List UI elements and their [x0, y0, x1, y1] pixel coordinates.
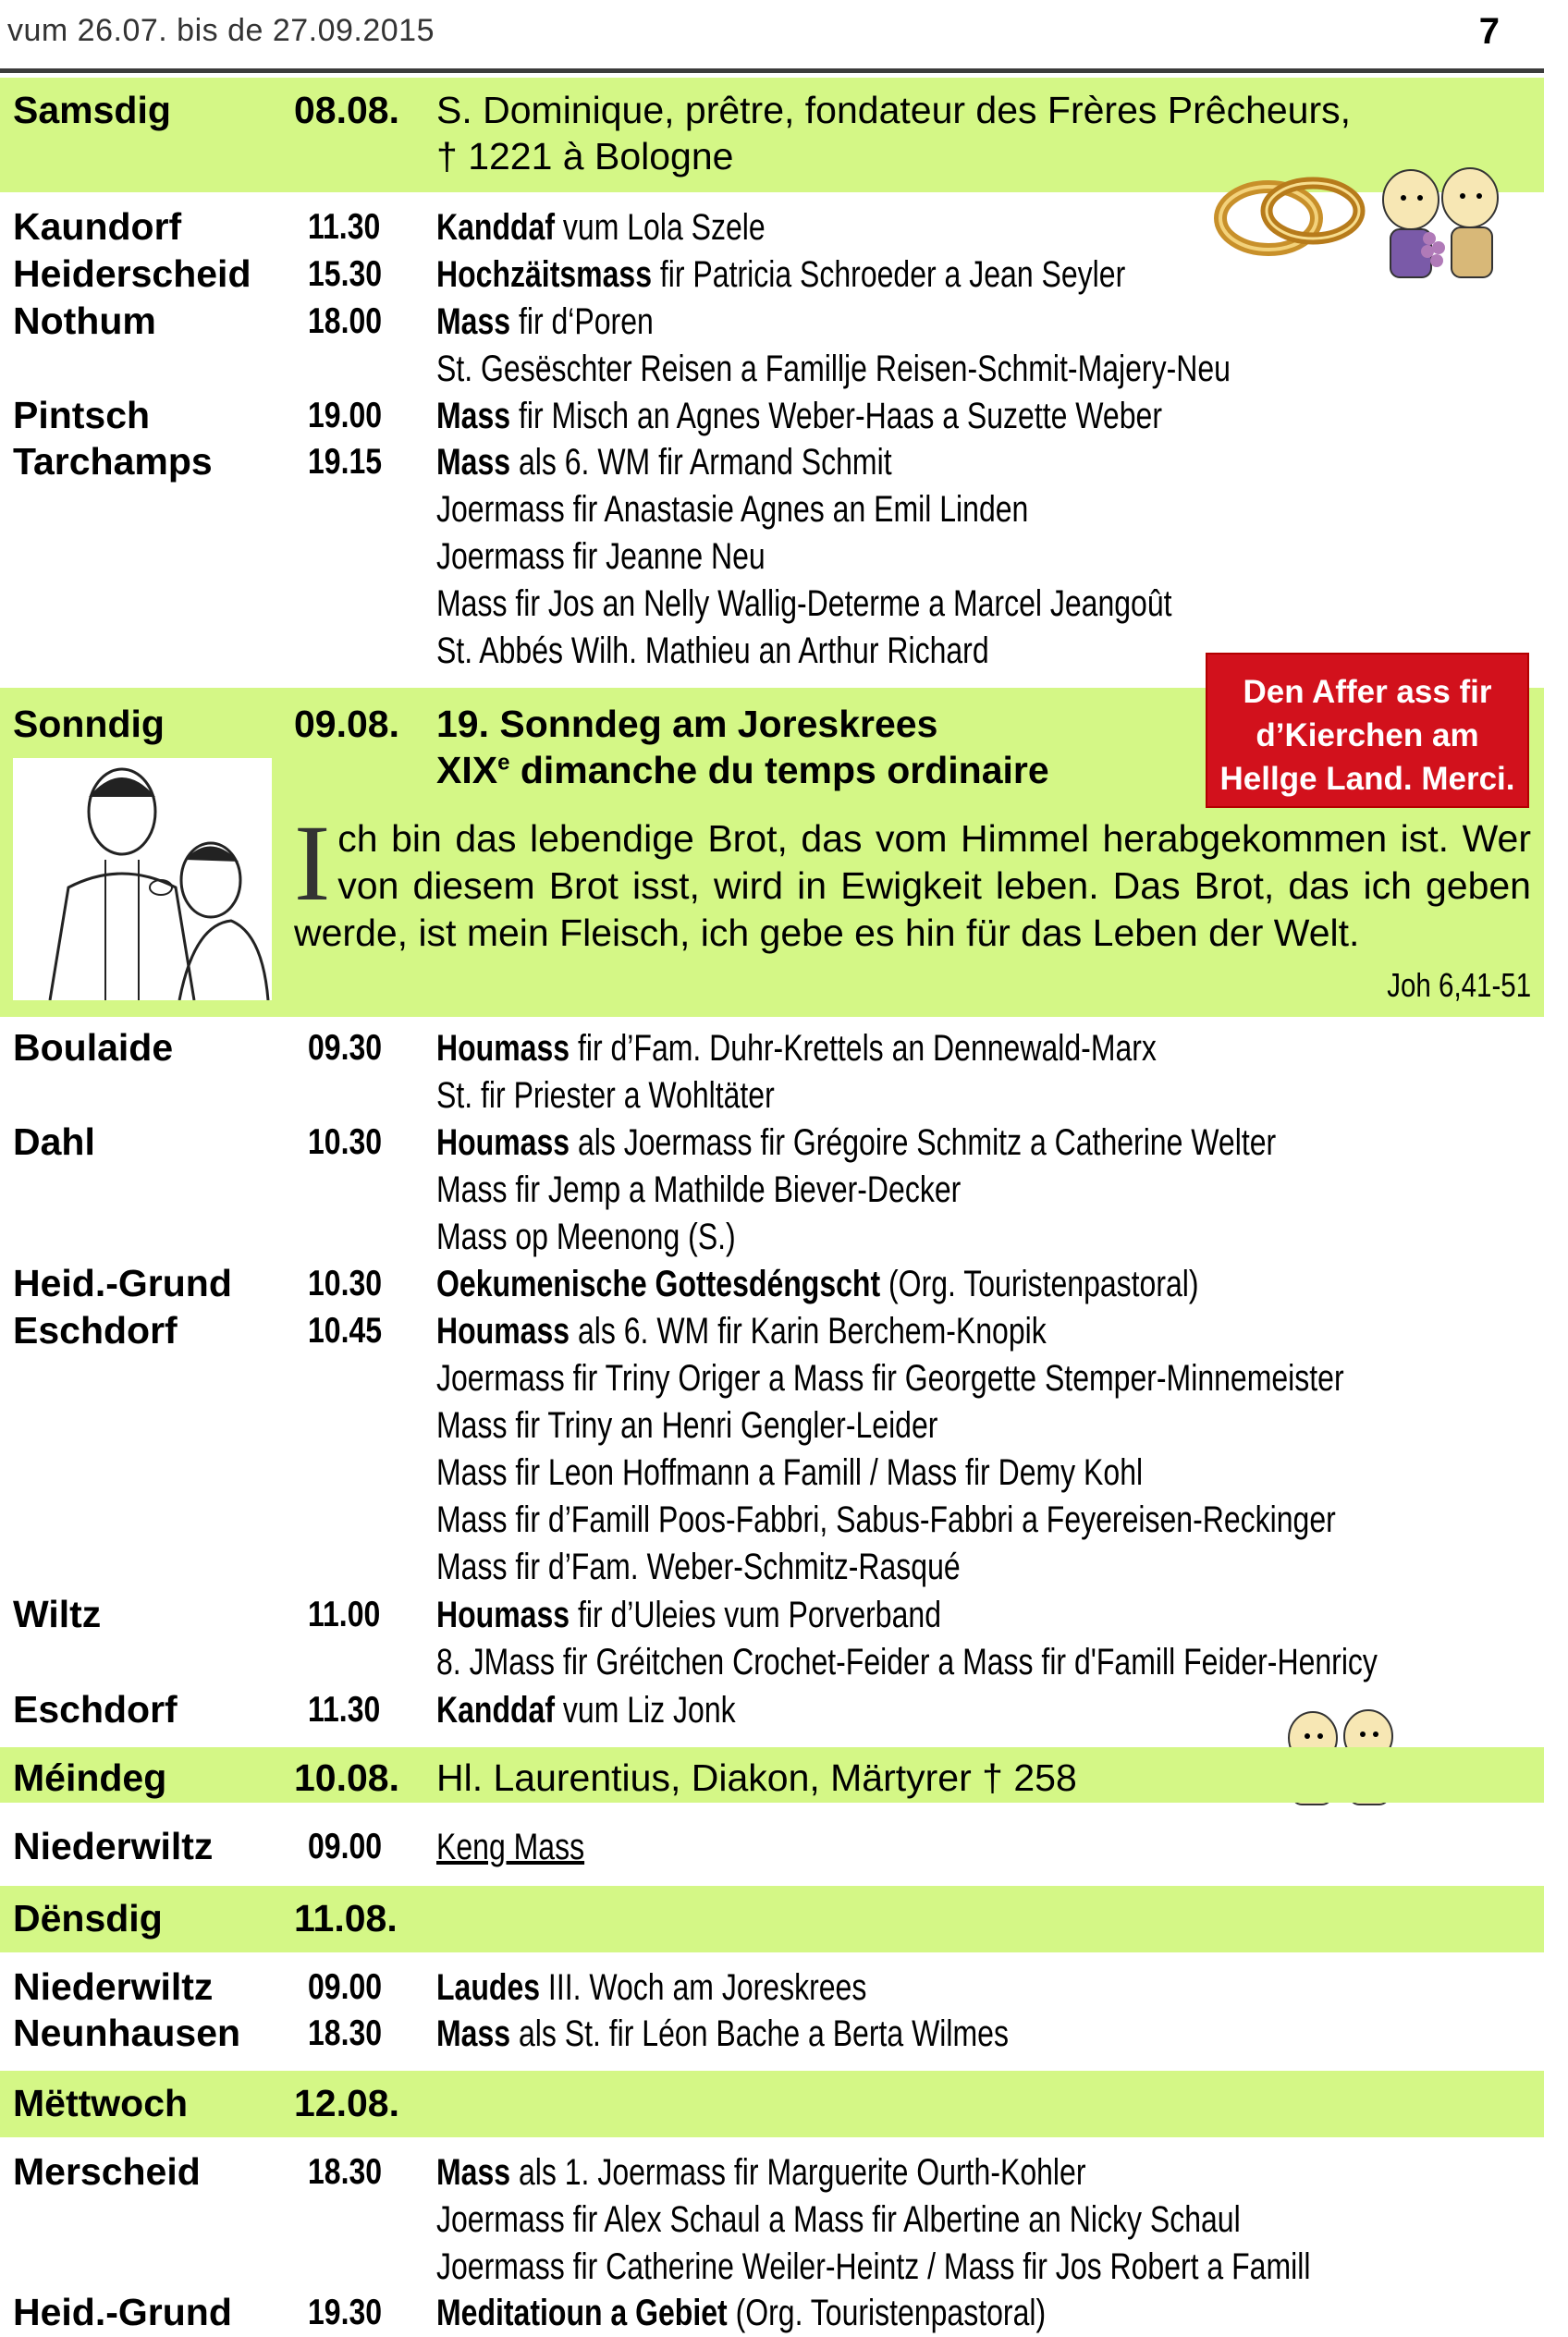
mass-intention: Mass op Meenong (S.) [436, 1217, 736, 1257]
mass-time: 19.30 [308, 2293, 383, 2332]
page-number: 7 [1478, 11, 1500, 52]
mass-description: Meditatioun a Gebiet (Org. Touristenpastoral) [436, 2293, 1047, 2333]
mass-intention: Mass fir d’Fam. Weber-Schmitz-Rasqué [436, 1547, 961, 1587]
day-name: Dënsdig [13, 1897, 163, 1939]
mass-intention: St. Abbés Wilh. Mathieu an Arthur Richard [436, 630, 989, 671]
day-band-tuesday [0, 1886, 1544, 1952]
mass-time: 10.45 [308, 1311, 383, 1351]
day-title-2: XIXe dimanche du temps ordinaire [436, 749, 1049, 791]
day-date: 12.08. [294, 2082, 399, 2124]
mass-intention: Joermass fir Jeanne Neu [436, 536, 766, 577]
place-name: Boulaide [13, 1026, 174, 1069]
mass-time: 11.00 [308, 1595, 381, 1634]
mass-description: Houmass als 6. WM fir Karin Berchem-Knopik [436, 1311, 1047, 1352]
mass-intention: 8. JMass fir Gréitchen Crochet-Feider a Mass fir d'Famill Feider-Henricy [436, 1642, 1378, 1682]
mass-time: 10.30 [308, 1122, 383, 1162]
day-date: 10.08. [294, 1756, 399, 1799]
place-name: Niederwiltz [13, 1825, 214, 1867]
gospel-reference: Joh 6,41-51 [1387, 966, 1531, 1004]
place-name: Heid.-Grund [13, 1262, 232, 1304]
mass-description: Mass fir Misch an Agnes Weber-Haas a Suzette Weber [436, 396, 1162, 436]
mass-intention: Mass fir Jos an Nelly Wallig-Determe a Marcel Jeangoût [436, 583, 1172, 624]
mass-time: 19.15 [308, 442, 383, 482]
mass-time: 11.30 [308, 207, 381, 247]
mass-time: 10.30 [308, 1264, 383, 1303]
mass-intention: St. Gesëschter Reisen a Famillje Reisen-Schmit-Majery-Neu [436, 349, 1231, 389]
mass-intention: Joermass fir Alex Schaul a Mass fir Albertine an Nicky Schaul [436, 2199, 1241, 2240]
mass-time: 11.30 [308, 1690, 381, 1730]
day-name: Samsdig [13, 89, 171, 131]
place-name: Kaundorf [13, 205, 182, 248]
day-date: 09.08. [294, 703, 399, 745]
mass-intention: Mass fir Leon Hoffmann a Famill / Mass fir Demy Kohl [436, 1452, 1144, 1493]
mass-intention: Joermass fir Anastasie Agnes an Emil Linden [436, 489, 1029, 530]
communion-illustration [13, 758, 272, 1000]
place-name: Nothum [13, 300, 156, 342]
day-date: 11.08. [294, 1897, 398, 1939]
mass-time: 18.30 [308, 2013, 383, 2053]
day-title-2: † 1221 à Bologne [436, 135, 734, 177]
mass-intention: St. fir Priester a Wohltäter [436, 1075, 775, 1116]
mass-intention: Joermass fir Triny Origer a Mass fir Georgette Stemper-Minnemeister [436, 1358, 1344, 1399]
place-name: Heiderscheid [13, 252, 251, 295]
mass-description: Laudes III. Woch am Joreskrees [436, 1967, 867, 2008]
mass-time: 15.30 [308, 254, 383, 294]
mass-intention: Mass fir d’Famill Poos-Fabbri, Sabus-Fabbri a Feyereisen-Reckinger [436, 1499, 1336, 1540]
place-name: Eschdorf [13, 1688, 178, 1731]
mass-time: 18.30 [308, 2152, 383, 2192]
gospel-quote: Ich bin das lebendige Brot, das vom Himmel herabgekommen ist. Wer von diesem Brot isst, wird in Ewigkeit leben. Das Brot, das ich geben werde, ist mein Fleisch, ich gebe es hin für das Leben der Welt. [294, 802, 1531, 954]
mass-time: 18.00 [308, 301, 383, 341]
mass-time: 09.00 [308, 1967, 383, 2007]
page-header [7, 11, 1568, 57]
day-name: Méindeg [13, 1756, 167, 1799]
header-divider [0, 68, 1544, 73]
mass-time: 19.00 [308, 396, 383, 435]
day-band-wednesday [0, 2071, 1544, 2137]
mass-description: Keng Mass [436, 1827, 585, 1867]
wedding-rings-icon [1211, 163, 1368, 264]
place-name: Eschdorf [13, 1309, 178, 1352]
day-title: Hl. Laurentius, Diakon, Märtyrer † 258 [436, 1756, 1077, 1799]
mass-intention: Joermass fir Catherine Weiler-Heintz / Mass fir Jos Robert a Famill [436, 2246, 1311, 2287]
mass-description: Mass als 6. WM fir Armand Schmit [436, 442, 892, 483]
mass-description: Houmass fir d’Uleies vum Porverband [436, 1595, 941, 1635]
day-title: 19. Sonndeg am Joreskrees [436, 703, 938, 745]
day-name: Sonndig [13, 703, 165, 745]
mass-description: Kanddaf vum Lola Szele [436, 207, 766, 248]
place-name: Pintsch [13, 394, 151, 436]
day-date: 08.08. [294, 89, 399, 131]
mass-time: 09.30 [308, 1028, 383, 1068]
mass-description: Mass als 1. Joermass fir Marguerite Ourth-Kohler [436, 2152, 1086, 2193]
donation-notice: Den Affer ass fir d’Kierchen am Hellge Land. Merci. [1206, 653, 1529, 808]
mass-description: Houmass fir d’Fam. Duhr-Krettels an Dennewald-Marx [436, 1028, 1157, 1069]
mass-intention: Mass fir Triny an Henri Gengler-Leider [436, 1405, 938, 1446]
place-name: Tarchamps [13, 440, 213, 483]
mass-description: Mass als St. fir Léon Bache a Berta Wilmes [436, 2013, 1009, 2054]
day-title: S. Dominique, prêtre, fondateur des Frères Prêcheurs, [436, 89, 1352, 131]
mass-description: Mass fir d‘Poren [436, 301, 654, 342]
mass-intention: Mass fir Jemp a Mathilde Biever-Decker [436, 1169, 962, 1210]
mass-description: Kanddaf vum Liz Jonk [436, 1690, 736, 1731]
place-name: Neunhausen [13, 2012, 241, 2054]
mass-description: Houmass als Joermass fir Grégoire Schmitz a Catherine Welter [436, 1122, 1277, 1163]
grape-figures-icon [1374, 163, 1513, 283]
place-name: Dahl [13, 1120, 95, 1163]
place-name: Heid.-Grund [13, 2291, 232, 2333]
mass-description: Hochzäitsmass fir Patricia Schroeder a Jean Seyler [436, 254, 1126, 295]
mass-description: Oekumenische Gottesdéngscht (Org. Touristenpastoral) [436, 1264, 1199, 1304]
place-name: Wiltz [13, 1593, 102, 1635]
place-name: Niederwiltz [13, 1965, 214, 2008]
date-range: vum 26.07. bis de 27.09.2015 [7, 13, 435, 48]
place-name: Merscheid [13, 2150, 201, 2193]
mass-time: 09.00 [308, 1827, 383, 1866]
day-name: Mëttwoch [13, 2082, 189, 2124]
